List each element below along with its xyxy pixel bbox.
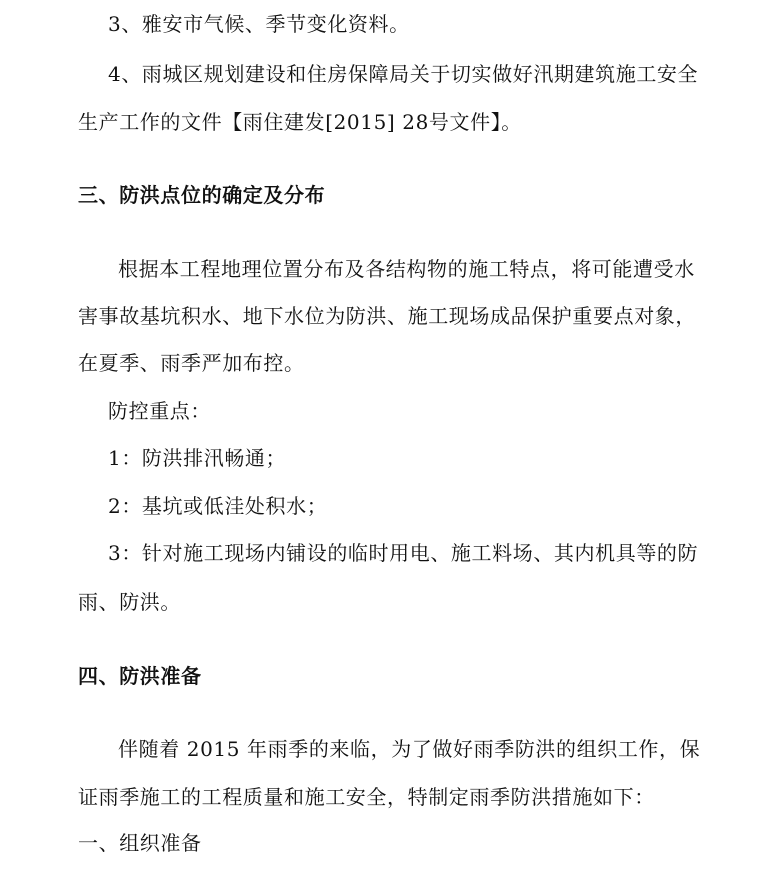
key-point-2: 2：基坑或低洼处积水； [108,494,328,518]
key-point-1: 1：防洪排汛畅通； [108,446,287,470]
paragraph-2-line-2: 证雨季施工的工程质量和施工安全，特制定雨季防洪措施如下： [78,785,655,809]
reference-item-3: 3、雅安市气候、季节变化资料。 [108,12,410,36]
reference-item-4-line-1: 4、雨城区规划建设和住房保障局关于切实做好汛期建筑施工安全 [108,62,699,86]
key-points-label: 防控重点： [108,399,211,423]
paragraph-1-line-1: 根据本工程地理位置分布及各结构物的施工特点，将可能遭受水 [118,257,695,281]
subsection-heading-1: 一、组织准备 [78,831,202,855]
key-point-3-line-2: 雨、防洪。 [78,590,181,614]
paragraph-1-line-3: 在夏季、雨季严加布控。 [78,351,305,375]
section-heading-3: 三、防洪点位的确定及分布 [78,183,326,207]
key-point-3-line-1: 3：针对施工现场内铺设的临时用电、施工料场、其内机具等的防 [108,541,699,565]
reference-item-4-line-2: 生产工作的文件【雨住建发[2015] 28号文件】。 [78,110,522,134]
paragraph-2-line-1: 伴随着 2015 年雨季的来临，为了做好雨季防洪的组织工作，保 [118,737,701,761]
paragraph-1-line-2: 害事故基坑积水、地下水位为防洪、施工现场成品保护重要点对象， [78,304,696,328]
section-heading-4: 四、防洪准备 [78,664,202,688]
